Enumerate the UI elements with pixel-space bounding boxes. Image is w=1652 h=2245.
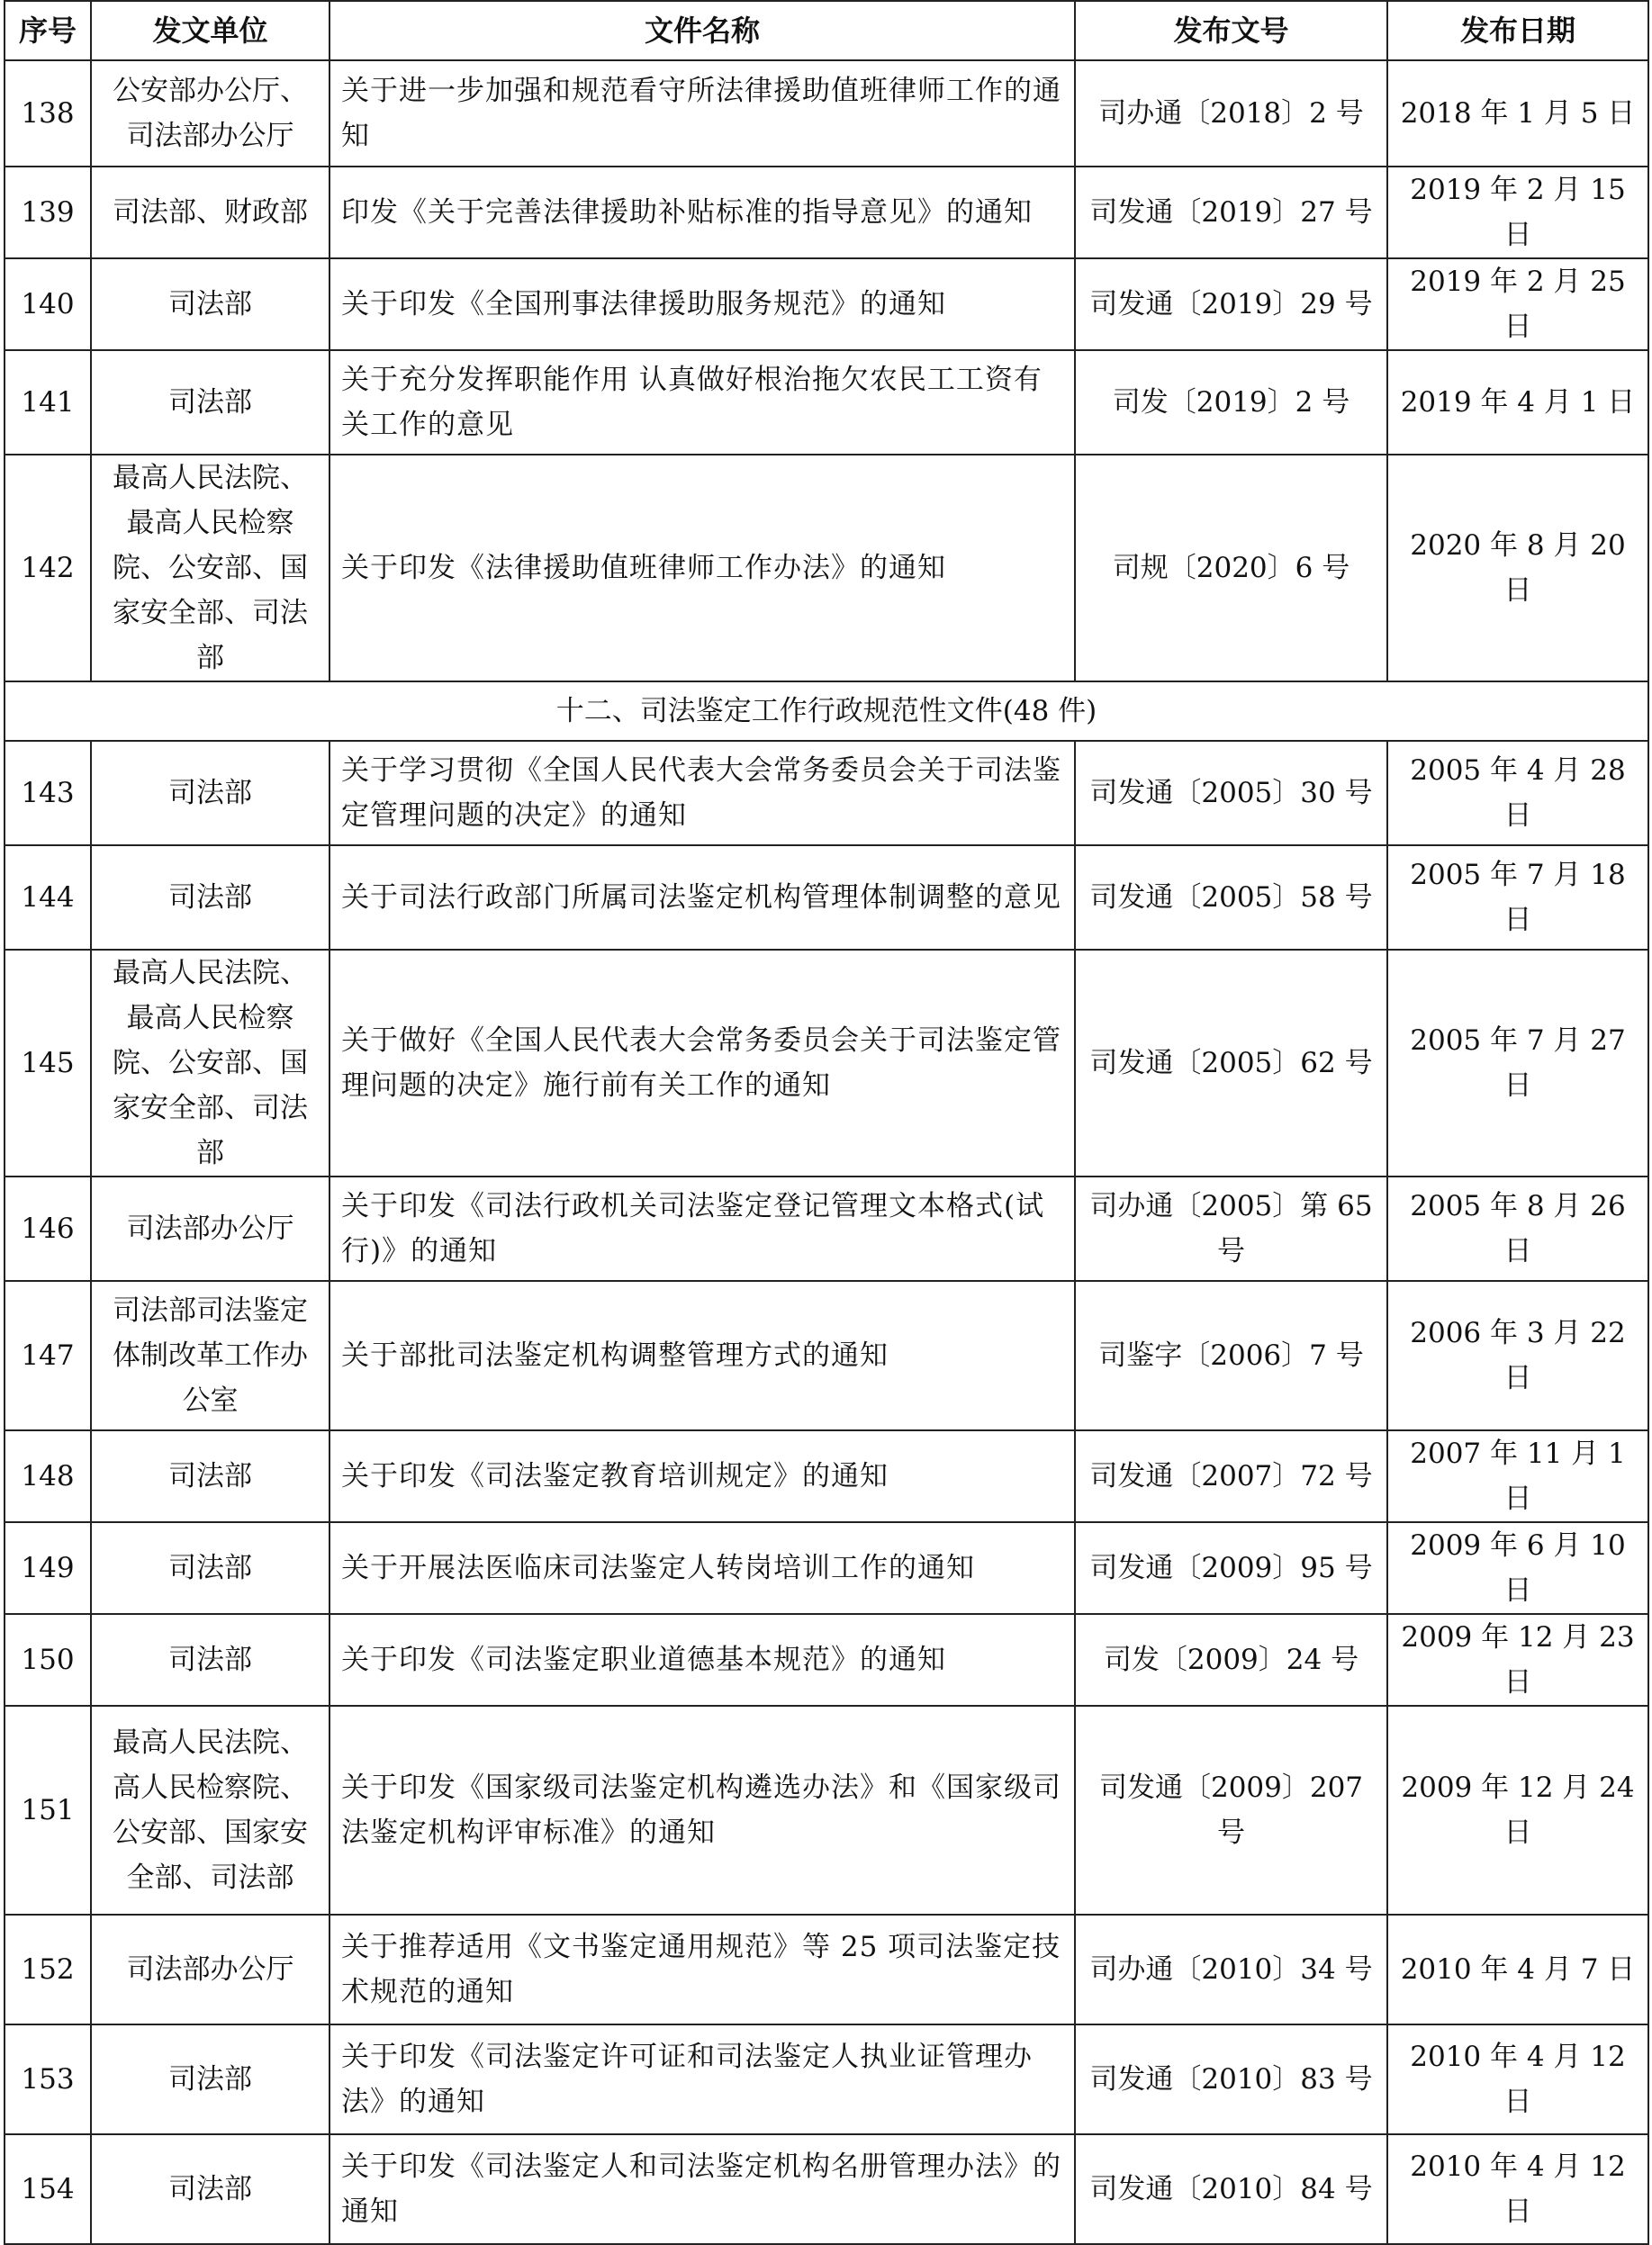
row-unit: 司法部 bbox=[91, 1614, 329, 1706]
row-title: 关于印发《司法鉴定职业道德基本规范》的通知 bbox=[329, 1614, 1075, 1706]
row-date: 2010 年 4 月 12 日 bbox=[1387, 2134, 1648, 2244]
row-date: 2005 年 7 月 27 日 bbox=[1387, 950, 1648, 1177]
row-no: 148 bbox=[5, 1430, 91, 1522]
row-doc-no: 司发通〔2010〕83 号 bbox=[1075, 2024, 1387, 2134]
row-date: 2019 年 2 月 15 日 bbox=[1387, 167, 1648, 258]
row-unit: 司法部办公厅 bbox=[91, 1915, 329, 2024]
row-unit: 司法部办公厅 bbox=[91, 1177, 329, 1281]
header-date: 发布日期 bbox=[1387, 1, 1648, 60]
header-unit: 发文单位 bbox=[91, 1, 329, 60]
table-row bbox=[5, 1915, 1648, 2024]
row-doc-no: 司发〔2009〕24 号 bbox=[1075, 1614, 1387, 1706]
row-title: 印发《关于完善法律援助补贴标准的指导意见》的通知 bbox=[329, 167, 1075, 258]
table-row bbox=[5, 258, 1648, 350]
row-doc-no: 司发通〔2005〕62 号 bbox=[1075, 950, 1387, 1177]
row-date: 2005 年 4 月 28 日 bbox=[1387, 741, 1648, 845]
row-no: 150 bbox=[5, 1614, 91, 1706]
row-doc-no: 司发通〔2005〕58 号 bbox=[1075, 845, 1387, 950]
row-no: 152 bbox=[5, 1915, 91, 2024]
row-no: 144 bbox=[5, 845, 91, 950]
row-no: 138 bbox=[5, 60, 91, 167]
row-title: 关于印发《司法鉴定人和司法鉴定机构名册管理办法》的通知 bbox=[329, 2134, 1075, 2244]
row-no: 141 bbox=[5, 350, 91, 455]
table-row bbox=[5, 1430, 1648, 1522]
row-no: 142 bbox=[5, 455, 91, 681]
row-no: 153 bbox=[5, 2024, 91, 2134]
row-doc-no: 司鉴字〔2006〕7 号 bbox=[1075, 1281, 1387, 1430]
row-title: 关于学习贯彻《全国人民代表大会常务委员会关于司法鉴定管理问题的决定》的通知 bbox=[329, 741, 1075, 845]
row-date: 2010 年 4 月 7 日 bbox=[1387, 1915, 1648, 2024]
header-doc-no: 发布文号 bbox=[1075, 1, 1387, 60]
row-no: 149 bbox=[5, 1522, 91, 1614]
row-no: 145 bbox=[5, 950, 91, 1177]
row-no: 146 bbox=[5, 1177, 91, 1281]
row-unit: 公安部办公厅、司法部办公厅 bbox=[91, 60, 329, 167]
row-doc-no: 司办通〔2005〕第 65 号 bbox=[1075, 1177, 1387, 1281]
row-title: 关于印发《法律援助值班律师工作办法》的通知 bbox=[329, 455, 1075, 681]
table-row bbox=[5, 741, 1648, 845]
row-doc-no: 司发通〔2019〕29 号 bbox=[1075, 258, 1387, 350]
row-unit: 司法部 bbox=[91, 2134, 329, 2244]
document-table bbox=[4, 0, 1649, 2245]
row-title: 关于进一步加强和规范看守所法律援助值班律师工作的通知 bbox=[329, 60, 1075, 167]
header-title: 文件名称 bbox=[329, 1, 1075, 60]
row-no: 140 bbox=[5, 258, 91, 350]
row-unit: 司法部司法鉴定体制改革工作办公室 bbox=[91, 1281, 329, 1430]
header-no: 序号 bbox=[5, 1, 91, 60]
row-date: 2009 年 12 月 23 日 bbox=[1387, 1614, 1648, 1706]
table-row bbox=[5, 845, 1648, 950]
row-unit: 最高人民法院、最高人民检察院、公安部、国家安全部、司法部 bbox=[91, 950, 329, 1177]
row-title: 关于印发《全国刑事法律援助服务规范》的通知 bbox=[329, 258, 1075, 350]
row-doc-no: 司发通〔2009〕207 号 bbox=[1075, 1706, 1387, 1915]
table-row bbox=[5, 1706, 1648, 1915]
row-doc-no: 司办通〔2018〕2 号 bbox=[1075, 60, 1387, 167]
row-unit: 司法部 bbox=[91, 1430, 329, 1522]
row-title: 关于印发《司法鉴定教育培训规定》的通知 bbox=[329, 1430, 1075, 1522]
row-doc-no: 司发通〔2010〕84 号 bbox=[1075, 2134, 1387, 2244]
section-row bbox=[5, 681, 1648, 741]
row-doc-no: 司办通〔2010〕34 号 bbox=[1075, 1915, 1387, 2024]
table-row bbox=[5, 350, 1648, 455]
table-row bbox=[5, 1614, 1648, 1706]
table-row bbox=[5, 167, 1648, 258]
table-row bbox=[5, 2024, 1648, 2134]
row-unit: 最高人民法院、高人民检察院、公安部、国家安全部、司法部 bbox=[91, 1706, 329, 1915]
row-no: 143 bbox=[5, 741, 91, 845]
header-row bbox=[5, 1, 1648, 60]
row-title: 关于充分发挥职能作用 认真做好根治拖欠农民工工资有关工作的意见 bbox=[329, 350, 1075, 455]
row-unit: 司法部、财政部 bbox=[91, 167, 329, 258]
row-date: 2009 年 12 月 24 日 bbox=[1387, 1706, 1648, 1915]
table-row bbox=[5, 455, 1648, 681]
row-doc-no: 司发通〔2019〕27 号 bbox=[1075, 167, 1387, 258]
table-row bbox=[5, 1281, 1648, 1430]
row-no: 151 bbox=[5, 1706, 91, 1915]
table-row bbox=[5, 2134, 1648, 2244]
row-unit: 司法部 bbox=[91, 1522, 329, 1614]
row-title: 关于印发《司法鉴定许可证和司法鉴定人执业证管理办法》的通知 bbox=[329, 2024, 1075, 2134]
row-doc-no: 司规〔2020〕6 号 bbox=[1075, 455, 1387, 681]
row-date: 2006 年 3 月 22 日 bbox=[1387, 1281, 1648, 1430]
row-date: 2010 年 4 月 12 日 bbox=[1387, 2024, 1648, 2134]
row-title: 关于推荐适用《文书鉴定通用规范》等 25 项司法鉴定技术规范的通知 bbox=[329, 1915, 1075, 2024]
row-unit: 司法部 bbox=[91, 2024, 329, 2134]
row-unit: 司法部 bbox=[91, 741, 329, 845]
row-title: 关于印发《国家级司法鉴定机构遴选办法》和《国家级司法鉴定机构评审标准》的通知 bbox=[329, 1706, 1075, 1915]
row-date: 2007 年 11 月 1 日 bbox=[1387, 1430, 1648, 1522]
section-title: 十二、司法鉴定工作行政规范性文件(48 件) bbox=[5, 681, 1648, 741]
row-date: 2005 年 7 月 18 日 bbox=[1387, 845, 1648, 950]
row-doc-no: 司发〔2019〕2 号 bbox=[1075, 350, 1387, 455]
row-unit: 最高人民法院、最高人民检察院、公安部、国家安全部、司法部 bbox=[91, 455, 329, 681]
table-row bbox=[5, 1177, 1648, 1281]
row-unit: 司法部 bbox=[91, 350, 329, 455]
row-doc-no: 司发通〔2007〕72 号 bbox=[1075, 1430, 1387, 1522]
row-title: 关于开展法医临床司法鉴定人转岗培训工作的通知 bbox=[329, 1522, 1075, 1614]
row-title: 关于司法行政部门所属司法鉴定机构管理体制调整的意见 bbox=[329, 845, 1075, 950]
row-title: 关于部批司法鉴定机构调整管理方式的通知 bbox=[329, 1281, 1075, 1430]
row-unit: 司法部 bbox=[91, 258, 329, 350]
row-no: 147 bbox=[5, 1281, 91, 1430]
row-date: 2009 年 6 月 10 日 bbox=[1387, 1522, 1648, 1614]
row-doc-no: 司发通〔2009〕95 号 bbox=[1075, 1522, 1387, 1614]
row-date: 2019 年 2 月 25 日 bbox=[1387, 258, 1648, 350]
row-unit: 司法部 bbox=[91, 845, 329, 950]
row-title: 关于印发《司法行政机关司法鉴定登记管理文本格式(试行)》的通知 bbox=[329, 1177, 1075, 1281]
table-row bbox=[5, 1522, 1648, 1614]
row-no: 154 bbox=[5, 2134, 91, 2244]
table-row bbox=[5, 60, 1648, 167]
row-title: 关于做好《全国人民代表大会常务委员会关于司法鉴定管理问题的决定》施行前有关工作的通知 bbox=[329, 950, 1075, 1177]
row-date: 2019 年 4 月 1 日 bbox=[1387, 350, 1648, 455]
row-doc-no: 司发通〔2005〕30 号 bbox=[1075, 741, 1387, 845]
table-row bbox=[5, 950, 1648, 1177]
row-date: 2005 年 8 月 26 日 bbox=[1387, 1177, 1648, 1281]
row-date: 2020 年 8 月 20 日 bbox=[1387, 455, 1648, 681]
row-date: 2018 年 1 月 5 日 bbox=[1387, 60, 1648, 167]
row-no: 139 bbox=[5, 167, 91, 258]
